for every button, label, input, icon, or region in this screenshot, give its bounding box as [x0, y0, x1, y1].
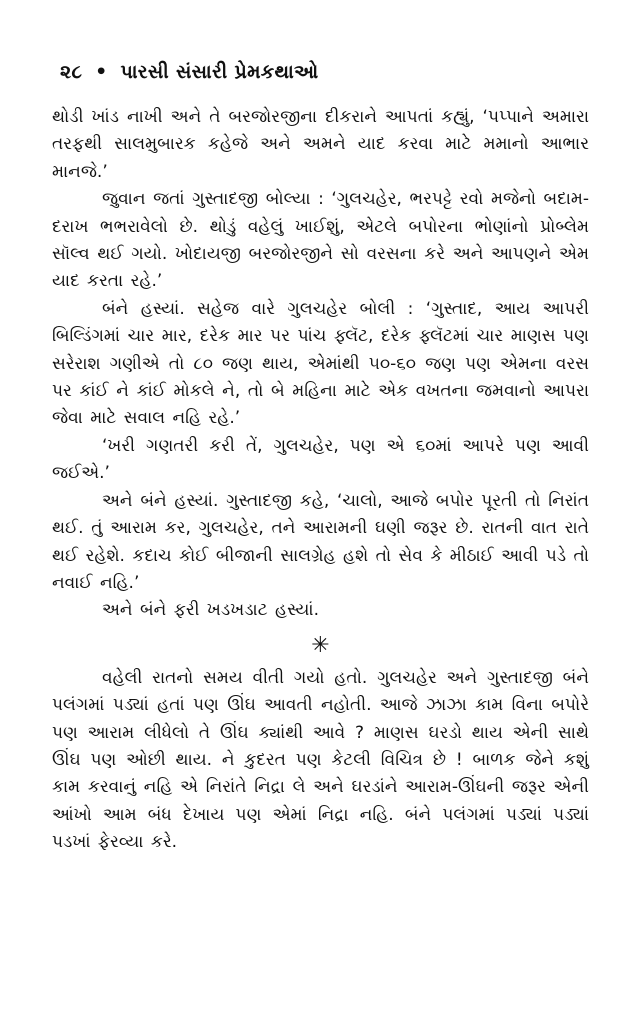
section-divider-asterisk-icon: ✳	[311, 632, 330, 658]
paragraph: જુવાન જતાં ગુસ્તાદજી બોલ્યા : ‘ગુલચહેર, ભરપટ્ટે રવો મજેનો બદામ-દરાખ ભભરાવેલો છે. થોડું વહેલું ખાઈશું, એટલે બપોરના ભોણાંનો પ્રોબ્લેમ સૉલ્વ થઈ ગયો. ખોદાયજી બરજોરજીને સો વરસના કરે અને આપણને એમ યાદ કરતા રહે.’	[52, 189, 589, 292]
header-bullet: •	[95, 61, 108, 83]
paragraph: બંને હસ્યાં. સહેજ વારે ગુલચહેર બોલી : ‘ગુસ્તાદ, આય આપરી બિલ્ડિંગમાં ચાર માર, દરેક માર પર પાંચ ફ્લૅટ, દરેક ફ્લૅટમાં ચાર માણસ પણ સરેરાશ ગણીએ તો ૮૦ જણ થાય, એમાંથી ૫૦-૬૦ જણ પણ એમના વરસ પર કાંઈ ને કાંઈ મોકલે ને, તો બે મહિના માટે એક વખતના જમવાનો આપરા જેવા માટે સવાલ નહિ રહે.’	[52, 298, 589, 429]
paragraph-continued: થોડી ખાંડ નાખી અને તે બરજોરજીના દીકરાને આપતાં કહ્યું, ‘પપ્પાને અમારા તરફથી સાલમુબારક કહેજે અને અમને યાદ કરવા માટે મમાનો આભાર માનજે.’	[52, 107, 589, 182]
paragraph: ‘ખરી ગણતરી કરી તેં, ગુલચહેર, પણ એ ૬૦માં આપરે પણ આવી જઈએ.’	[52, 435, 589, 484]
running-head	[60, 58, 589, 86]
paragraph: અને બંને ફરી ખડખડાટ હસ્યાં.	[102, 600, 319, 621]
paragraph: વહેલી રાતનો સમય વીતી ગયો હતો. ગુલચહેર અને ગુસ્તાદજી બંને પલંગમાં પડ્યાં હતાં પણ ઊંઘ આવતી નહોતી. આજે ઝાઝા કામ વિના બપોરે પણ આરામ લીધેલો તે ઊંઘ ક્યાંથી આવે ? માણસ ઘરડો થાય એની સાથે ઊંઘ પણ ઓછી થાય. ને કુદરત પણ કેટલી વિચિત્ર છે ! બાળક જેને કશું કામ કરવાનું નહિ એ નિરાંતે નિદ્રા લે અને ઘરડાંને આરામ-ઊંઘની જરૂર એની આંખો આમ બંધ દેખાય પણ એમાં નિદ્રા નહિ. બંને પલંગમાં પડ્યાં પડ્યાં પડખાં ફેરવ્યા કરે.	[52, 667, 589, 853]
book-title: પારસી સંસારી પ્રેમકથાઓ	[120, 61, 319, 83]
body-text	[52, 104, 589, 857]
page-number: ૨૮	[60, 61, 83, 83]
paragraph: અને બંને હસ્યાં. ગુસ્તાદજી કહે, ‘ચાલો, આજે બપોર પૂરતી તો નિરાંત થઈ. તું આરામ કર, ગુલચહેર, તને આરામની ઘણી જરૂર છે. રાતની વાત રાતે થઈ રહેશે. કદાચ કોઈ બીજાની સાલગ્રેહ હશે તો સેવ કે મીઠાઈ આવી પડે તો નવાઈ નહિ.’	[52, 490, 589, 593]
